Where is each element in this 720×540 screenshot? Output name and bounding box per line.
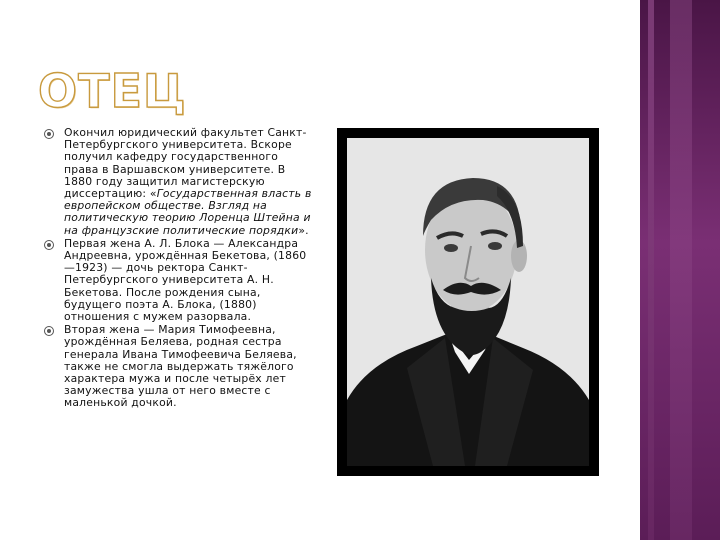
bullet-segment: Первая жена А. Л. Блока — Александра Андреевна, урождённая Бекетова, (1860—1923) — дочь ректора Санкт-Петербургского университета А. Н. Бекетова. После рождения сына, будущего поэта А. Блока, (1880) отношения с мужем разорвала. xyxy=(64,236,307,324)
side-band-stripe xyxy=(670,0,692,540)
side-band-stripe xyxy=(648,0,654,540)
portrait-photo xyxy=(347,138,589,466)
bullet-item xyxy=(44,238,316,323)
portrait-illustration xyxy=(347,138,589,466)
circle-bullet-icon xyxy=(44,129,54,139)
bullet-segment: ». xyxy=(298,223,309,237)
bullet-segment: Вторая жена — Мария Тимофеевна, урождённая Беляева, родная сестра генерала Ивана Тимофеевича Беляева, также не смогла выдержать тяжёлого характера мужа и после четырёх лет замужества ушла от него вместе с маленькой дочкой. xyxy=(64,323,297,410)
bullet-text xyxy=(64,126,312,237)
decorative-side-band xyxy=(640,0,720,540)
bullet-item xyxy=(44,324,316,409)
bullet-italic-segment: Государственная власть в европейском обществе. Взгляд на политическую теорию Лоренца Штейна и на французские политические порядки xyxy=(64,187,312,237)
bullet-list xyxy=(44,127,316,411)
slide-title: ОТЕЦ xyxy=(38,64,187,118)
bullet-item xyxy=(44,127,316,237)
portrait-frame xyxy=(337,128,599,476)
circle-bullet-icon xyxy=(44,326,54,336)
bullet-segment: Окончил юридический факультет Санкт-Петербургского университета. Вскоре получил кафедру государственного права в Варшавском университете. В 1880 году защитил магистерскую диссертацию: « xyxy=(64,126,307,201)
bullet-text xyxy=(64,323,297,409)
circle-bullet-icon xyxy=(44,240,54,250)
bullet-text xyxy=(64,237,306,323)
